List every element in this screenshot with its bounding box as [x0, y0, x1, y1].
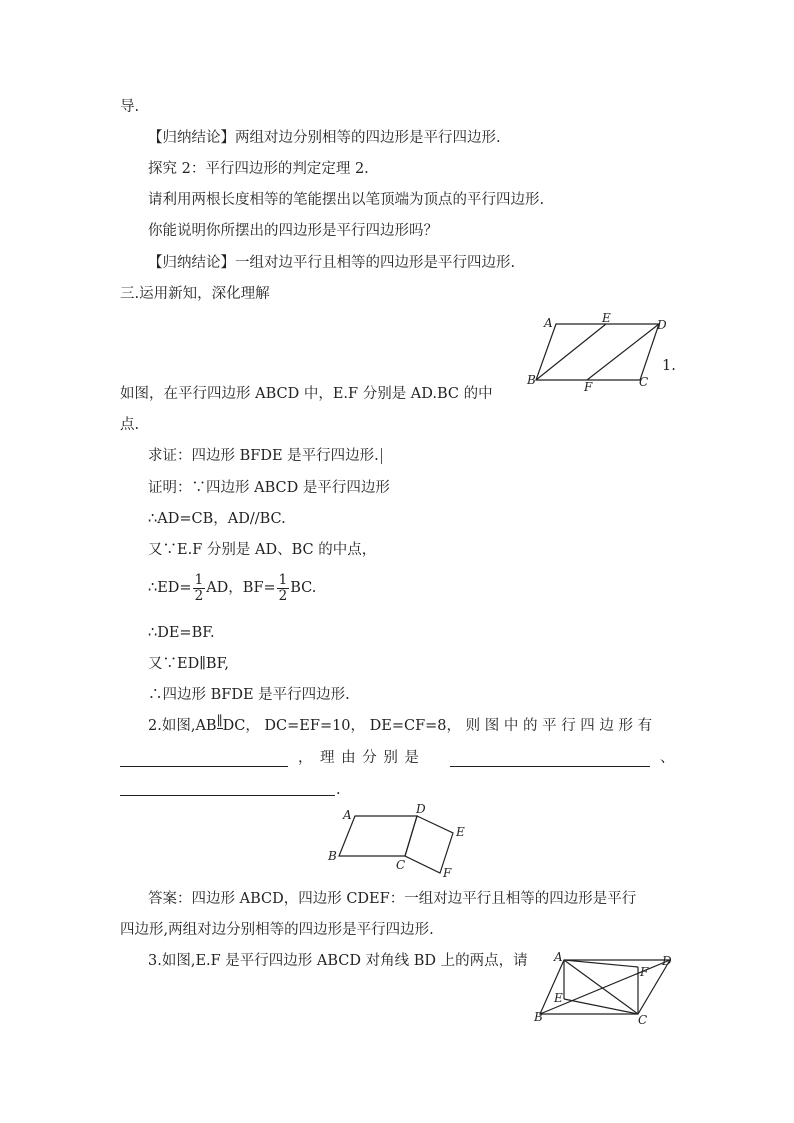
conclusion-1: 【归纳结论】两组对边分别相等的四边形是平行四边形.	[148, 130, 501, 146]
answer-line-2: 四边形,两组对边分别相等的四边形是平行四边形.	[120, 922, 434, 938]
proof-4-mid: AD，BF=	[206, 580, 276, 596]
prove-text: 求证：四边形 BFDE 是平行四边形.	[148, 448, 379, 464]
q2-separator: 、	[660, 750, 675, 766]
proof-line-7: ∴四边形 BFDE 是平行四边形.	[148, 687, 350, 703]
proof-line-5: ∴DE=BF.	[148, 625, 215, 641]
q2-part-a: 2.如图,AB	[148, 718, 217, 734]
text-line: 导.	[120, 99, 140, 115]
fraction-half: $\frac{1}{2}$	[278, 571, 288, 604]
fig2-label-a: A	[343, 808, 352, 822]
fig3-label-d: D	[662, 954, 672, 968]
proof-line-2: ∴AD=CB，AD//BC.	[148, 511, 286, 527]
question-1-prove	[148, 446, 382, 466]
figure-1-parallelogram	[524, 312, 674, 392]
fig1-label-d: D	[657, 318, 667, 332]
answer-blank-2[interactable]	[450, 766, 650, 767]
fig2-label-d: D	[416, 802, 426, 816]
question-3-text: 3.如图,E.F 是平行四边形 ABCD 对角线 BD 上的两点，请	[148, 953, 528, 969]
explore-2-heading: 探究 2：平行四边形的判定定理 2.	[148, 161, 369, 177]
fig2-label-e: E	[456, 825, 465, 839]
fig3-label-a: A	[554, 950, 563, 964]
fig2-label-b: B	[328, 849, 337, 863]
proof-4-pre: ∴ED=	[148, 580, 192, 596]
q2-comma: ，	[298, 750, 313, 766]
question-2-text	[148, 716, 652, 736]
proof-line-6: 又∵ED∥BF,	[148, 656, 229, 672]
q2-end: .	[336, 782, 341, 798]
q2-reason-label: 理 由 分 别 是	[320, 750, 420, 766]
answer-blank-3[interactable]	[120, 795, 335, 796]
fig3-label-e: E	[554, 991, 563, 1005]
proof-line-3: 又∵E.F 分别是 AD、BC 的中点，	[148, 542, 377, 558]
figure-2-parallelograms	[325, 803, 465, 878]
answer-blank-1[interactable]	[120, 766, 288, 767]
fig2-label-f: F	[443, 866, 452, 880]
question-1-number: 1.	[662, 358, 676, 374]
question-1-text: 如图，在平行四边形 ABCD 中，E.F 分别是 AD.BC 的中	[120, 386, 493, 402]
answer-line-1: 答案：四边形 ABCD，四边形 CDEF：一组对边平行且相等的四边形是平行	[148, 891, 637, 907]
proof-line-4	[148, 568, 316, 608]
fig1-label-f: F	[584, 380, 593, 394]
proof-line-1: 证明：∵四边形 ABCD 是平行四边形	[148, 480, 390, 496]
proof-4-post: BC.	[290, 580, 317, 596]
fig1-label-e: E	[602, 311, 611, 325]
explore-2-question: 你能说明你所摆出的四边形是平行四边形吗？	[148, 223, 438, 239]
fig3-label-b: B	[534, 1010, 543, 1024]
fig3-label-f: F	[640, 965, 649, 979]
figure-3-parallelogram	[530, 948, 680, 1028]
text-cursor	[381, 448, 382, 464]
fig1-label-c: C	[639, 375, 649, 389]
fig1-label-b: B	[527, 373, 536, 387]
fig1-label-a: A	[544, 316, 553, 330]
q2-part-b: DC， DC=EF=10， DE=CF=8， 则 图 中 的 平 行 四 边 形 有	[222, 718, 653, 734]
section-heading: 三.运用新知，深化理解	[120, 286, 270, 302]
conclusion-2: 【归纳结论】一组对边平行且相等的四边形是平行四边形.	[148, 255, 516, 271]
question-1-text-cont: 点.	[120, 417, 140, 433]
parallel-equal-symbol: ∥	[216, 714, 223, 729]
fig2-label-c: C	[396, 858, 406, 872]
explore-2-task: 请利用两根长度相等的笔能摆出以笔顶端为顶点的平行四边形.	[148, 192, 545, 208]
fraction-half: $\frac{1}{2}$	[194, 571, 204, 604]
fig3-label-c: C	[638, 1013, 648, 1027]
